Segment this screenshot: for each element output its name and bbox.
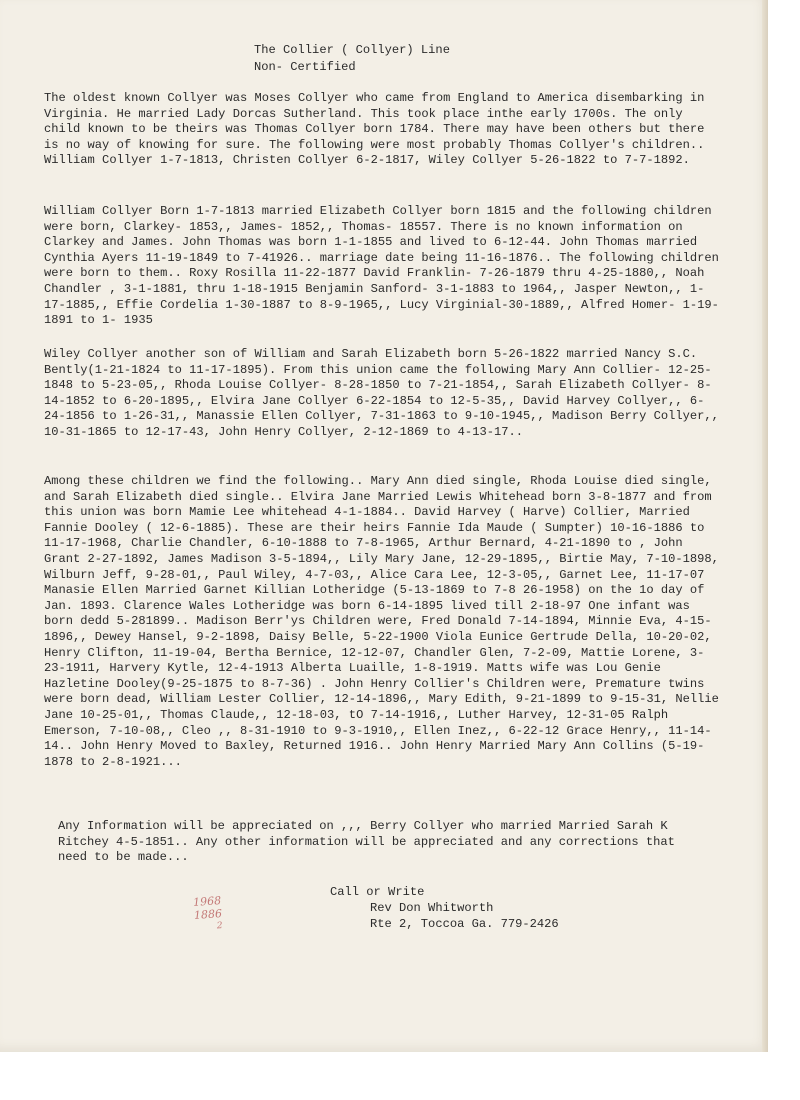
pencil-note-line-2: 1886 — [193, 907, 223, 922]
paragraph-information-request: Any Information will be appreciated on ,,, Berry Collyer who married Married Sarah K Ritchey 4-5-1851.. Any other information will be appreciated and any corrections that need to be made... — [58, 819, 683, 865]
contact-name: Rev Don Whitworth — [370, 901, 494, 915]
paragraph-wiley-collyer: Wiley Collyer another son of William and Sarah Elizabeth born 5-26-1822 married Nancy S.C. Bently(1-21-1824 to 11-17-1895). From this union came the following Mary Ann Collier- 12-25-1848 to 5-23-05,, Rhoda Louise Collyer- 8-28-1850 to 7-21-1854,, Sarah Elizabeth Collyer- 8-14-1852 to 6-20-1895,, Elvira Jane Collyer 6-22-1854 to 12-5-35,, David Harvey Collyer,, 6-24-1856 to 1-26-31,, Manassie Ellen Collyer, 7-31-1863 to 9-10-1945,, Madison Berry Collyer,, 10-31-1865 to 12-17-43, John Henry Collyer, 2-12-1869 to 4-13-17.. — [44, 347, 727, 439]
document-title: The Collier ( Collyer) Line — [254, 43, 450, 57]
paragraph-william-collyer: William Collyer Born 1-7-1813 married Elizabeth Collyer born 1815 and the following children were born, Clarkey- 1853,, James- 1852,, Thomas- 18557. There is no known information on Clarkey and James. John Thomas was born 1-1-1855 and lived to 6-12-44. John Thomas married Cynthia Ayers 11-19-1849 to 7-41926.. marriage date being 11-16-1876.. The following children were born to them.. Roxy Rosilla 11-22-1877 David Franklin- 7-26-1879 thru 4-25-1880,, Noah Chandler , 3-1-1881, thru 1-18-1915 Benjamin Sanford- 3-1-1883 to 1964,, Jasper Newton,, 1-17-1885,, Effie Cordelia 1-30-1887 to 8-9-1965,, Lucy Virginial-30-1889,, Alfred Homer- 1-19-1891 to 1- 1935 — [44, 204, 727, 328]
document-subtitle: Non- Certified — [254, 60, 356, 74]
handwritten-pencil-note — [193, 894, 224, 935]
contact-call-or-write: Call or Write — [330, 885, 425, 899]
signature-block — [330, 884, 559, 932]
title-block — [254, 42, 450, 76]
contact-address: Rte 2, Toccoa Ga. 779-2426 — [370, 917, 559, 931]
paragraph-descendants: Among these children we find the following.. Mary Ann died single, Rhoda Louise died single, and Sarah Elizabeth died single.. Elvira Jane Married Lewis Whitehead born 3-8-1877 and from this union was born Mamie Lee whitehead 4-1-1884.. David Harvey ( Harve) Collier, Married Fannie Dooley ( 12-6-1885). These are their heirs Fannie Ida Maude ( Sumpter) 10-16-1886 to 11-17-1968, Charlie Chandler, 6-10-1888 to 7-8-1965, Arthur Bernard, 4-21-1890 to , John Grant 2-27-1892, James Madison 3-5-1894,, Lily Mary Jane, 12-29-1895,, Birtie May, 7-10-1898, Wilburn Jeff, 9-28-01,, Paul Wiley, 4-7-03,, Alice Cara Lee, 12-3-05,, Garnet Lee, 11-17-07 Manasie Ellen Married Garnet Killian Lotheridge (5-13-1869 to 7-8 26-1958) on the 1o day of Jan. 1893. Clarence Wales Lotheridge was born 6-14-1895 lived till 2-18-97 One infant was born dedd 5-281899.. Madison Berr'ys Children were, Fred Donald 7-14-1894, Minnie Eva, 4-15-1896,, Dewey Hansel, 9-2-1898, Daisy Belle, 5-22-1900 Viola Eunice Gertrude Della, 10-20-02, Henry Clifton, 11-19-04, Bertha Bernice, 12-12-07, Chandler Glen, 7-2-09, Mattie Lorene, 3-23-1911, Harvery Kytle, 12-4-1913 Alberta Luaille, 1-8-1919. Matts wife was Lou Genie Hazletine Dooley(9-25-1875 to 8-7-36) . John Henry Collier's Children were, Premature twins were born dead, William Lester Collier, 12-14-1896,, Mary Edith, 9-21-1899 to 9-15-31, Nellie Jane 10-25-01,, Thomas Claude,, 12-18-03, tO 7-14-1916,, Luther Harvey, 12-31-05 Ralph Emerson, 7-10-08,, Cleo ,, 8-31-1910 to 9-3-1910,, Ellen Inez,, 6-22-12 Grace Henry,, 11-14-14.. John Henry Moved to Baxley, Returned 1916.. John Henry Married Mary Ann Collins (5-19-1878 to 2-8-1921... — [44, 474, 727, 769]
pencil-note-line-3: 2 — [216, 921, 223, 932]
paragraph-moses-collyer: The oldest known Collyer was Moses Collyer who came from England to America disembarking in Virginia. He married Lady Dorcas Sutherland. This took place inthe early 1700s. The only child known to be theirs was Thomas Collyer born 1784. There may have been others but there is no way of knowing for sure. The following were most probably Thomas Collyer's children.. William Collyer 1-7-1813, Christen Collyer 6-2-1817, Wiley Collyer 5-26-1822 to 7-7-1892. — [44, 91, 712, 168]
pencil-note-line-1: 1968 — [192, 894, 222, 909]
